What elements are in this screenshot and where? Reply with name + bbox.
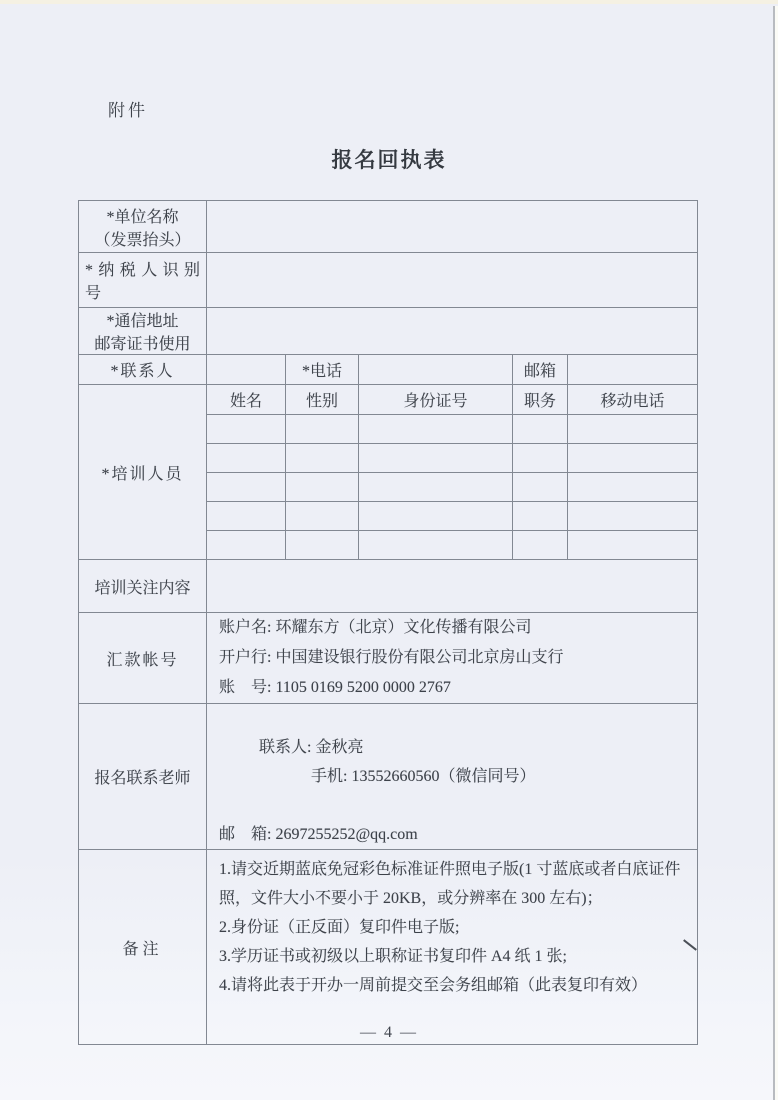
row-contact-person <box>79 355 698 385</box>
row-mailing-address <box>79 308 698 355</box>
trainee-gender-cell <box>286 444 359 473</box>
contact-teacher-info-cell <box>207 704 698 850</box>
remarks-label: 备注 <box>79 850 207 1045</box>
contact-email-input-cell <box>568 355 698 385</box>
row-trainee-header <box>79 385 698 415</box>
row-unit-name <box>79 201 698 253</box>
trainee-name-cell <box>207 531 286 560</box>
taxpayer-id-label-line2: 号 <box>85 285 102 302</box>
taxpayer-id-input-cell <box>207 253 698 308</box>
scan-top-edge-artifact <box>0 0 778 4</box>
row-contact-teacher <box>79 704 698 850</box>
taxpayer-id-label-line1: *纳税人识别 <box>85 262 200 279</box>
trainee-mobile-cell <box>568 473 698 502</box>
footer-page-number: — 4 — <box>360 1024 418 1041</box>
row-remittance-account <box>79 613 698 704</box>
remark-item-4: 4.请将此表于开办一周前提交至会务组邮箱（此表复印有效） <box>219 977 648 994</box>
trainee-id-cell <box>359 473 513 502</box>
address-label <box>79 308 207 355</box>
remarks-content-cell <box>207 850 698 1045</box>
attachment-label: 附件 <box>108 101 148 120</box>
trainee-position-cell <box>513 415 568 444</box>
row-remarks <box>79 850 698 1045</box>
taxpayer-id-label <box>79 253 207 308</box>
teacher-contact-name: 联系人: 金秋亮 <box>259 739 364 756</box>
trainee-id-cell <box>359 531 513 560</box>
trainee-name-cell <box>207 473 286 502</box>
remark-item-2: 2.身份证（正反面）复印件电子版; <box>219 919 460 936</box>
unit-name-label-line2: （发票抬头） <box>94 231 191 249</box>
trainee-id-cell <box>359 415 513 444</box>
row-training-focus <box>79 560 698 613</box>
remittance-account-name: 账户名: 环耀东方（北京）文化传播有限公司 <box>219 619 532 636</box>
training-focus-label: 培训关注内容 <box>79 560 207 613</box>
trainee-position-cell <box>513 531 568 560</box>
trainee-col-name: 姓名 <box>207 385 286 415</box>
trainee-col-gender: 性别 <box>286 385 359 415</box>
contact-email-label: 邮箱 <box>513 355 568 385</box>
trainee-col-position: 职务 <box>513 385 568 415</box>
remittance-label: 汇款帐号 <box>79 613 207 704</box>
remittance-bank: 开户行: 中国建设银行股份有限公司北京房山支行 <box>219 649 564 666</box>
remittance-account-number: 账 号: 1105 0169 5200 0000 2767 <box>219 679 451 696</box>
trainee-gender-cell <box>286 415 359 444</box>
trainee-col-mobile: 移动电话 <box>568 385 698 415</box>
unit-name-input-cell <box>207 201 698 253</box>
trainee-col-id-number: 身份证号 <box>359 385 513 415</box>
address-label-line1: *通信地址 <box>106 313 179 330</box>
contact-phone-label: *电话 <box>286 355 359 385</box>
unit-name-label <box>79 201 207 253</box>
trainee-name-cell <box>207 444 286 473</box>
teacher-contact-line <box>207 704 697 820</box>
remark-item-1: 1.请交近期蓝底免冠彩色标准证件照电子版(1 寸蓝底或者白底证件照，文件大小不要小于 20KB，或分辨率在 300 左右)； <box>219 861 681 907</box>
trainee-id-cell <box>359 502 513 531</box>
page-title: 报名回执表 <box>331 148 447 172</box>
address-input-cell <box>207 308 698 355</box>
trainee-mobile-cell <box>568 531 698 560</box>
registration-form-table <box>78 200 698 1045</box>
trainee-mobile-cell <box>568 502 698 531</box>
trainee-mobile-cell <box>568 444 698 473</box>
teacher-mobile: 手机: 13552660560（微信同号） <box>311 768 536 785</box>
trainee-position-cell <box>513 444 568 473</box>
contact-name-input-cell <box>207 355 286 385</box>
address-label-line2: 邮寄证书使用 <box>94 336 191 353</box>
trainee-name-cell <box>207 502 286 531</box>
unit-name-label-line1: *单位名称 <box>106 208 179 226</box>
teacher-email: 邮 箱: 2697255252@qq.com <box>219 826 418 843</box>
contact-teacher-label: 报名联系老师 <box>79 704 207 850</box>
trainee-position-cell <box>513 502 568 531</box>
trainee-name-cell <box>207 415 286 444</box>
row-taxpayer-id <box>79 253 698 308</box>
contact-phone-input-cell <box>359 355 513 385</box>
remark-item-3: 3.学历证书或初级以上职称证书复印件 A4 纸 1 张; <box>219 948 568 965</box>
remittance-info-cell <box>207 613 698 704</box>
trainee-gender-cell <box>286 531 359 560</box>
training-focus-input-cell <box>207 560 698 613</box>
trainee-gender-cell <box>286 502 359 531</box>
contact-person-label: *联系人 <box>79 355 207 385</box>
trainees-label: *培训人员 <box>79 385 207 560</box>
trainee-position-cell <box>513 473 568 502</box>
trainee-id-cell <box>359 444 513 473</box>
trainee-mobile-cell <box>568 415 698 444</box>
trainee-gender-cell <box>286 473 359 502</box>
